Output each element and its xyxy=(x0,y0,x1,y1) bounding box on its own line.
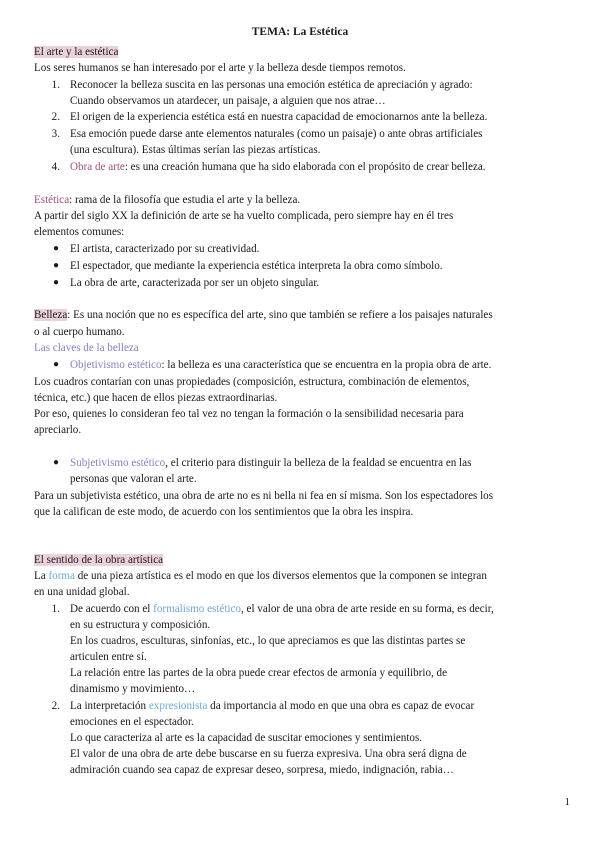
bullet-icon: ● xyxy=(53,457,60,468)
paragraph-line: elementos comunes: xyxy=(34,226,125,238)
bullet-icon: ● xyxy=(53,277,60,288)
page-title: TEMA: La Estética xyxy=(251,26,349,38)
list-item-continuation: dinamismo y movimiento… xyxy=(70,683,196,695)
list-item-continuation: Lo que caracteriza al arte es la capacidad de suscitar emociones y sentimientos. xyxy=(70,732,423,744)
paragraph-line: que la califican de este modo, de acuerdo con los sentimientos que la obra les inspira. xyxy=(34,506,414,518)
term-estetica: Estética xyxy=(34,194,70,206)
list-number: 1. xyxy=(51,79,60,91)
section-heading-arte xyxy=(34,44,574,60)
bullet-item: El artista, caracterizado por su creatividad. xyxy=(70,243,260,255)
text: da importancia al modo en que una obra es capaz de evocar xyxy=(207,700,475,712)
bullet-icon: ● xyxy=(53,359,60,370)
text: De acuerdo con el xyxy=(70,603,154,615)
term-objetivismo: Objetivismo estético xyxy=(70,359,162,371)
list-item-continuation: El valor de una obra de arte debe buscarse en su fuerza expresiva. Una obra será digna de xyxy=(70,748,467,760)
paragraph-line: Los cuadros contarían con unas propiedades (composición, estructura, combinación de elementos, xyxy=(34,376,470,388)
paragraph-line: apreciarlo. xyxy=(34,424,82,436)
paragraph-forma xyxy=(34,568,574,584)
bullet-item: El espectador, que mediante la experiencia estética interpreta la obra como símbolo. xyxy=(70,260,443,272)
paragraph-line: Para un subjetivista estético, una obra de arte no es ni bella ni fea en sí misma. Son los espectadores los xyxy=(34,490,494,502)
list-item xyxy=(70,159,600,175)
list-item: Reconocer la belleza suscita en las personas una emoción estética de apreciación y agrado: xyxy=(70,79,473,91)
list-item-continuation: emociones en el espectador. xyxy=(70,716,194,728)
heading-text: El sentido de la obra artística xyxy=(34,554,164,566)
definition-text: : rama de la filosofía que estudia el arte y la belleza. xyxy=(69,194,301,206)
list-item-continuation: En los cuadros, esculturas, sinfonías, etc., lo que apreciamos es que las distintas partes se xyxy=(70,635,466,647)
definition-estetica xyxy=(34,192,574,208)
list-item: El origen de la experiencia estética está en nuestra capacidad de emocionarnos ante la belleza. xyxy=(70,111,488,123)
list-number: 1. xyxy=(51,603,60,615)
term-subjetivismo: Subjetivismo estético xyxy=(70,457,166,469)
term-forma: forma xyxy=(48,570,75,582)
list-number: 4. xyxy=(51,161,60,173)
text: La xyxy=(34,570,49,582)
subheading-claves: Las claves de la belleza xyxy=(34,342,139,354)
text: de una pieza artística es el modo en que los diversos elementos que la componen se integran xyxy=(74,570,487,582)
bullet-objetivismo xyxy=(70,357,600,373)
definition-text: : Es una noción que no es específica del arte, sino que también se refiere a los paisajes naturales xyxy=(67,309,493,321)
bullet-text: , el criterio para distinguir la belleza de la fealdad se encuentra en las xyxy=(165,457,472,469)
paragraph-line: en una unidad global. xyxy=(34,586,130,598)
bullet-text: : la belleza es una característica que se encuentra en la propia obra de arte. xyxy=(161,359,492,371)
list-item-continuation: (una escultura). Estas últimas serían las piezas artísticas. xyxy=(70,144,321,156)
intro-paragraph: Los seres humanos se han interesado por el arte y la belleza desde tiempos remotos. xyxy=(34,62,406,74)
list-item-continuation: articulen entre sí. xyxy=(70,651,147,663)
list-item-continuation: Cuando observamos un atardecer, un paisaje, a alguien que nos atrae… xyxy=(70,95,386,107)
section-heading-sentido xyxy=(34,552,574,568)
paragraph-line: o al cuerpo humano. xyxy=(34,326,125,338)
term-belleza: Belleza xyxy=(34,309,68,321)
list-item-continuation: en su estructura y composición. xyxy=(70,619,211,631)
list-item-expresionista xyxy=(70,698,600,714)
list-item: Esa emoción puede darse ante elementos naturales (como un paisaje) o ante obras artificiales xyxy=(70,128,483,140)
bullet-icon: ● xyxy=(53,243,60,254)
list-item-continuation: admiración cuando sea capaz de expresar deseo, sorpresa, miedo, indignación, rabia… xyxy=(70,764,454,776)
text: La interpretación xyxy=(70,700,149,712)
list-item-text: : es una creación humana que ha sido elaborada con el propósito de crear belleza. xyxy=(124,161,486,173)
bullet-icon: ● xyxy=(53,260,60,271)
paragraph-line: A partir del siglo XX la definición de arte se ha vuelto complicada, pero siempre hay en él tres xyxy=(34,210,454,222)
page-number: 1 xyxy=(564,796,570,808)
list-number: 3. xyxy=(51,128,60,140)
definition-belleza xyxy=(34,307,574,323)
bullet-item: La obra de arte, caracterizada por ser un objeto singular. xyxy=(70,277,320,289)
paragraph-line: Por eso, quienes lo consideran feo tal vez no tengan la formación o la sensibilidad necesaria para xyxy=(34,408,464,420)
term-formalismo: formalismo estético xyxy=(153,603,241,615)
list-item-formalismo xyxy=(70,601,600,617)
heading-text: El arte y la estética xyxy=(34,46,119,58)
term-obra-de-arte: Obra de arte xyxy=(70,161,125,173)
list-number: 2. xyxy=(51,700,60,712)
list-number: 2. xyxy=(51,111,60,123)
bullet-continuation: personas que valoran el arte. xyxy=(70,473,197,485)
text: , el valor de una obra de arte reside en su forma, es decir, xyxy=(240,603,494,615)
paragraph-line: técnica, etc.) que hacen de ellos piezas extraordinarias. xyxy=(34,392,278,404)
list-item-continuation: La relación entre las partes de la obra puede crear efectos de armonía y equilibrio, de xyxy=(70,667,448,679)
bullet-subjetivismo xyxy=(70,455,600,471)
term-expresionista: expresionista xyxy=(148,700,208,712)
